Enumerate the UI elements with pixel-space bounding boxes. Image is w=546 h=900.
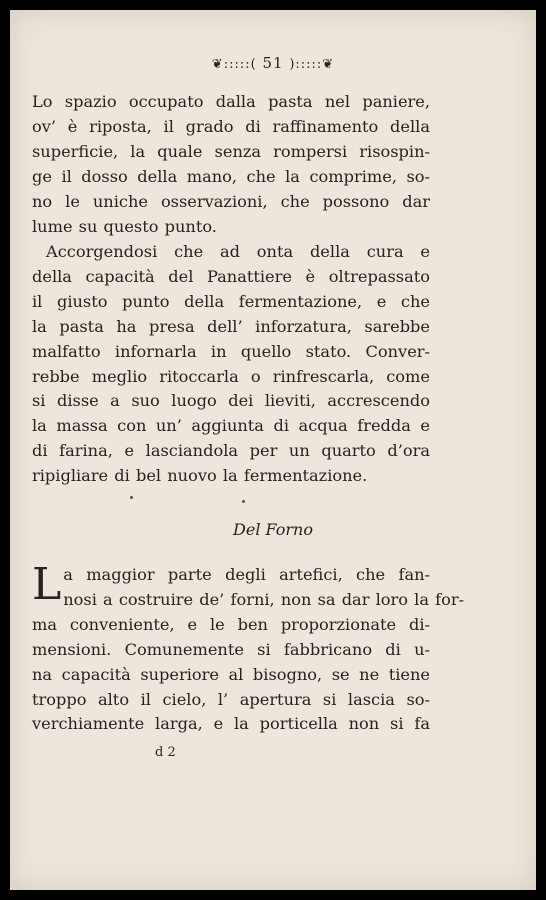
text-line: ge il dosso della mano, che la comprime, so- <box>32 166 430 186</box>
paragraph-2 <box>32 240 430 489</box>
section-title: Del Forno <box>233 520 313 539</box>
left-ornament: ❦:::::( <box>211 57 257 72</box>
paragraph-3 <box>32 559 465 737</box>
text-line: no le uniche osservazioni, che possono dar <box>32 191 430 211</box>
text-line: la pasta ha presa dell’ inforzatura, sarebbe <box>32 316 430 336</box>
text-line: di farina, e lasciandola per un quarto d’ora <box>32 441 430 461</box>
ink-speck <box>130 496 133 499</box>
text-line: na capacità superiore al bisogno, se ne tiene <box>32 664 430 684</box>
signature-mark: d 2 <box>155 745 176 760</box>
text-line: ma conveniente, e le ben proporzionate di- <box>32 614 430 634</box>
drop-cap: L <box>32 559 62 610</box>
text-line: a maggior parte degli artefici, che fan- <box>63 565 430 584</box>
text-line: si disse a suo luogo dei lieviti, accrescendo <box>32 391 430 411</box>
ink-speck <box>242 500 245 503</box>
text-line: la massa con un’ aggiunta di acqua fredda e <box>32 416 430 436</box>
text-line: ov’ è riposta, il grado di raffinamento della <box>32 116 430 136</box>
text-line: lume su questo punto. <box>32 216 217 236</box>
book-page <box>10 10 536 890</box>
text-line: nosi a costruire de’ forni, non sa dar loro la for- <box>63 589 465 609</box>
right-ornament: ):::::❦ <box>289 57 335 72</box>
text-line: ripigliare di bel nuovo la fermentazione. <box>32 466 368 486</box>
text-line: rebbe meglio ritoccarla o rinfrescarla, come <box>32 366 430 386</box>
text-line: della capacità del Panattiere è oltrepassato <box>32 266 430 286</box>
paragraph-1 <box>32 90 430 239</box>
text-line: il giusto punto della fermentazione, e che <box>32 291 430 311</box>
text-line: Accorgendosi che ad onta della cura e <box>46 242 430 261</box>
text-line: Lo spazio occupato dalla pasta nel paniere, <box>32 92 430 111</box>
text-line: mensioni. Comunemente si fabbricano di u- <box>32 639 430 659</box>
text-line: superficie, la quale senza rompersi risospin- <box>32 141 430 161</box>
text-line: malfatto infornarla in quello stato. Conver- <box>32 341 430 361</box>
text-line: troppo alto il cielo, l’ apertura si lascia so- <box>32 689 430 709</box>
text-line: verchiamente larga, e la porticella non si fa <box>32 714 430 734</box>
page-header <box>10 54 536 72</box>
page-number: 51 <box>262 54 284 72</box>
